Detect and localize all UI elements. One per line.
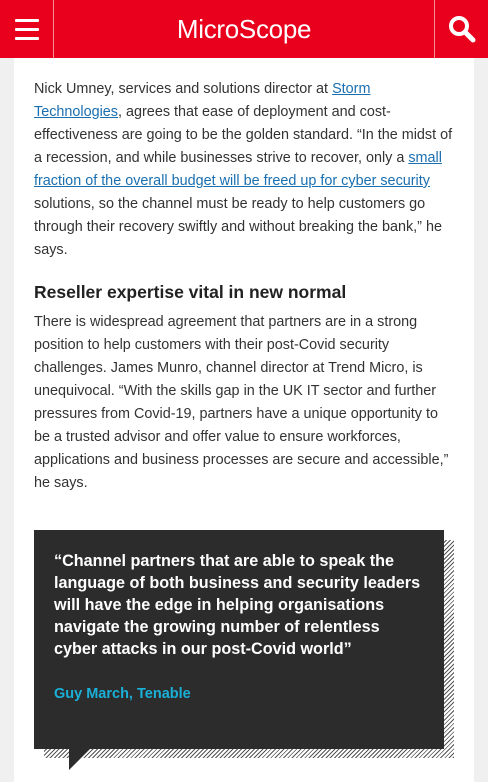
- search-button[interactable]: [434, 0, 488, 58]
- quote-pointer: [69, 748, 91, 770]
- section-heading: Reseller expertise vital in new normal: [34, 282, 347, 302]
- article-paragraph: There is widespread agreement that partners are in a strong position to help customers with their post-Covid security challenges. James Munro, channel director at Trend Micro, is unequivocal. “With the skills gap in the UK IT sector and further pressures from Covid-19, partners have a unique opportunity to be a trusted advisor and offer value to ensure workforces, applications and business processes are secure and accessible,” he says.: [34, 314, 449, 491]
- paragraph-text: , agrees that ease of deployment and cost-effectiveness are going to be the golden standard. “In the midst of a recession, and while businesses strive to recover, only a: [34, 104, 453, 166]
- hamburger-icon: [15, 28, 39, 31]
- search-icon: [448, 15, 476, 43]
- paragraph-text: Nick Umney, services and solutions director at: [34, 81, 333, 97]
- site-header: [0, 0, 488, 58]
- quote-author: Guy March, Tenable: [54, 686, 191, 702]
- hamburger-icon: [15, 37, 39, 40]
- storm-technologies-link[interactable]: Storm Technologies: [34, 81, 371, 120]
- budget-article-link[interactable]: small fraction of the overall budget will be freed up for cyber security: [34, 150, 442, 189]
- article-body: [14, 58, 474, 782]
- hamburger-icon: [15, 19, 39, 22]
- pull-quote: [34, 530, 454, 770]
- quote-box: [34, 530, 444, 749]
- paragraph-text: solutions, so the channel must be ready to help customers go through their recovery swiftly and without breaking the bank,” he says.: [34, 196, 442, 258]
- quote-text: “Channel partners that are able to speak the language of both business and security leaders will have the edge in helping organisations navigate the growing number of relentless cyber attacks in our post-Covid world”: [54, 552, 421, 658]
- article-paragraph: [34, 78, 454, 262]
- site-logo[interactable]: MicroScope: [176, 13, 312, 44]
- menu-button[interactable]: [0, 0, 54, 58]
